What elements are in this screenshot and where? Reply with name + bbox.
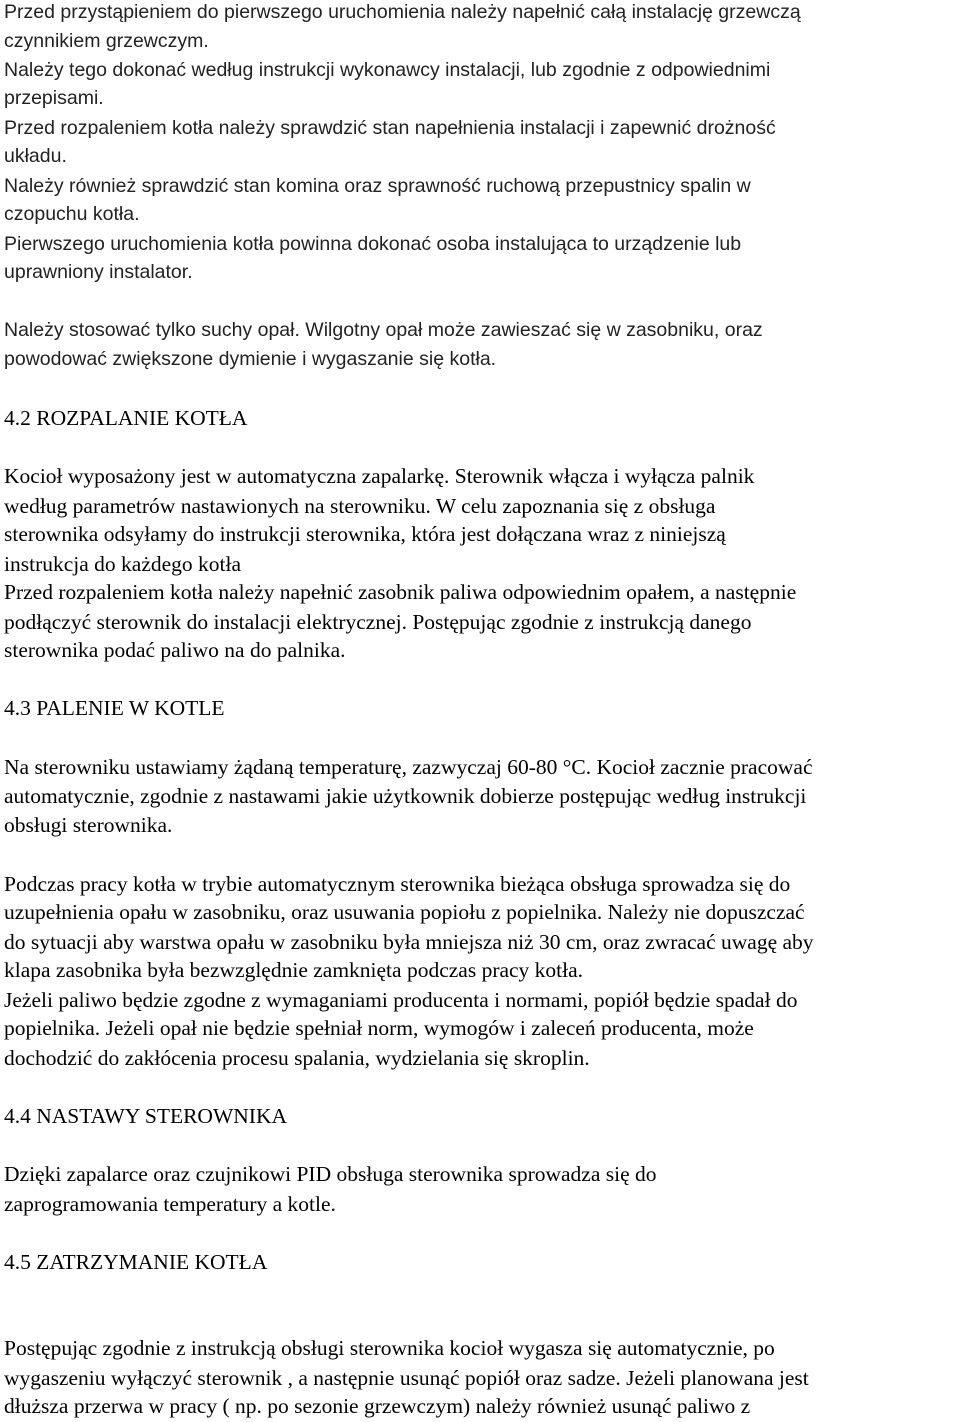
text-line: dłuższa przerwa w pracy ( np. po sezonie grzewczym) należy również usunąć paliwo z (4, 1394, 751, 1418)
text-line: Dzięki zapalarce oraz czujnikowi PID obsługa sterownika sprowadza się do (4, 1162, 657, 1186)
text-line: Należy stosować tylko suchy opał. Wilgotny opał może zawieszać się w zasobniku, oraz (4, 319, 763, 341)
text-line: sterownika podać paliwo na do palnika. (4, 638, 346, 662)
text-line: czopuchu kotła. (4, 203, 140, 225)
text-line: Na sterowniku ustawiamy żądaną temperaturę, zazwyczaj 60-80 °C. Kocioł zacznie pracować (4, 755, 813, 779)
text-line: Przed rozpaleniem kotła należy sprawdzić stan napełnienia instalacji i zapewnić drożność (4, 117, 776, 139)
section-heading: 4.2 ROZPALANIE KOTŁA (4, 406, 248, 430)
text-line: popielnika. Jeżeli opał nie będzie spełniał norm, wymogów i zaleceń producenta, może (4, 1016, 754, 1040)
text-line: uzupełnienia opału w zasobniku, oraz usuwania popiołu z popielnika. Należy nie dopuszczać (4, 900, 805, 924)
text-line: według parametrów nastawionych na sterowniku. W celu zapoznania się z obsługa (4, 494, 716, 518)
text-line: dochodzić do zakłócenia procesu spalania, wydzielania się skroplin. (4, 1046, 590, 1070)
text-line: Należy tego dokonać według instrukcji wykonawcy instalacji, lub zgodnie z odpowiednimi (4, 59, 771, 81)
text-line: Kocioł wyposażony jest w automatyczna zapalarkę. Sterownik włącza i wyłącza palnik (4, 464, 755, 488)
text-line: uprawniony instalator. (4, 261, 193, 283)
section-heading: 4.5 ZATRZYMANIE KOTŁA (4, 1250, 268, 1274)
section-heading: 4.4 NASTAWY STEROWNIKA (4, 1104, 287, 1128)
text-line: czynnikiem grzewczym. (4, 30, 209, 52)
text-line: podłączyć sterownik do instalacji elektrycznej. Postępując zgodnie z instrukcją danego (4, 610, 752, 634)
text-line: do sytuacji aby warstwa opału w zasobniku była mniejsza niż 30 cm, oraz zwracać uwagę aby (4, 930, 814, 954)
text-line: automatycznie, zgodnie z nastawami jakie użytkownik dobierze postępując według instrukcji (4, 784, 807, 808)
text-line: Należy również sprawdzić stan komina oraz sprawność ruchową przepustnicy spalin w (4, 175, 751, 197)
text-line: klapa zasobnika była bezwzględnie zamknięta podczas pracy kotła. (4, 958, 584, 982)
text-line: obsługi sterownika. (4, 813, 173, 837)
text-line: przepisami. (4, 87, 104, 109)
text-line: Postępując zgodnie z instrukcją obsługi sterownika kocioł wygasza się automatycznie, po (4, 1336, 775, 1360)
text-line: wygaszeniu wyłączyć sterownik , a następnie usunąć popiół oraz sadze. Jeżeli planowana jest (4, 1366, 809, 1390)
text-line: Podczas pracy kotła w trybie automatycznym sterownika bieżąca obsługa sprowadza się do (4, 872, 791, 896)
text-line: układu. (4, 145, 67, 167)
text-line: instrukcja do każdego kotła (4, 552, 242, 576)
text-line: powodować zwiększone dymienie i wygaszanie się kotła. (4, 348, 497, 370)
text-line: Jeżeli paliwo będzie zgodne z wymaganiami producenta i normami, popiół będzie spadał do (4, 988, 798, 1012)
text-line: Przed przystąpieniem do pierwszego uruchomienia należy napełnić całą instalację grzewczą (4, 1, 801, 23)
text-line: zaprogramowania temperatury a kotle. (4, 1192, 336, 1216)
text-line: sterownika odsyłamy do instrukcji sterownika, która jest dołączana wraz z niniejszą (4, 522, 726, 546)
section-heading: 4.3 PALENIE W KOTLE (4, 696, 225, 720)
text-line: Pierwszego uruchomienia kotła powinna dokonać osoba instalująca to urządzenie lub (4, 233, 742, 255)
text-line: Przed rozpaleniem kotła należy napełnić zasobnik paliwa odpowiednim opałem, a następnie (4, 580, 797, 604)
